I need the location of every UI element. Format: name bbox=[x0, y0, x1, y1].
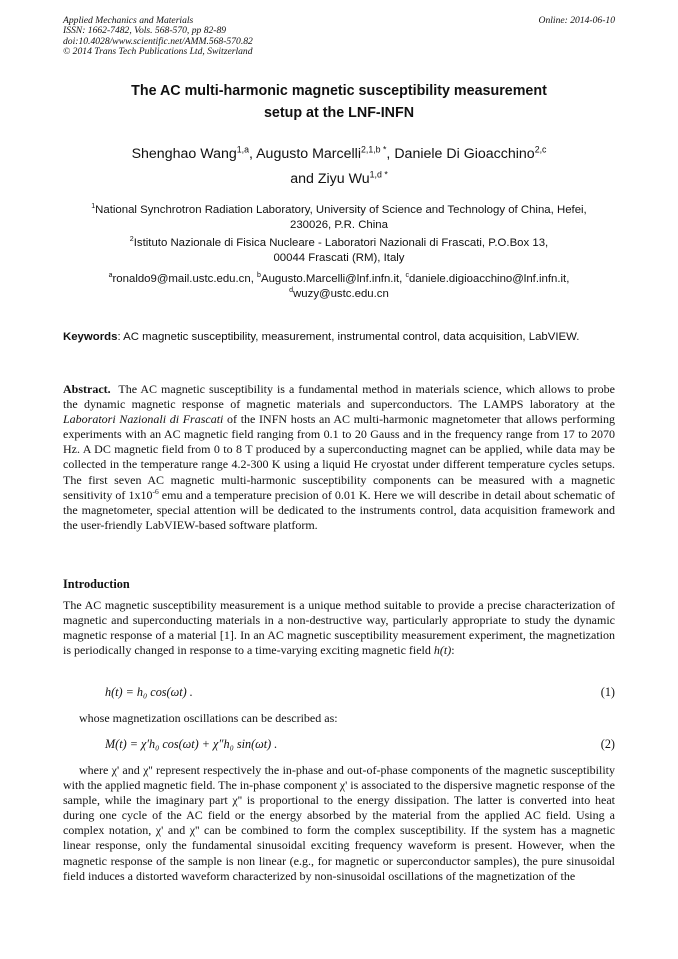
journal-name: Applied Mechanics and Materials bbox=[63, 15, 194, 26]
email-link[interactable]: wuzy@ustc.edu.cn bbox=[293, 288, 389, 300]
equation-number: (1) bbox=[600, 685, 615, 699]
keywords-label: Keywords bbox=[63, 331, 118, 343]
journal-issn: ISSN: 1662-7482, Vols. 568-570, pp 82-89 bbox=[63, 25, 227, 37]
author-sup: 1,d * bbox=[369, 169, 388, 180]
abstract-label: Abstract. bbox=[63, 382, 111, 396]
affiliation-1: $^1$National Synchrotron Radiation Laboratory, University of Science and Technology of China, Hefei, 230026, P.R. China bbox=[91, 203, 587, 231]
journal-header bbox=[63, 16, 615, 58]
email-link[interactable]: daniele.digioacchino@lnf.infn.it, bbox=[409, 273, 570, 285]
section-heading: Introduction bbox=[63, 577, 130, 591]
affiliation-2: $^2$Istituto Nazionale di Fisica Nucleare - Laboratori Nazionali di Frascati, P.O.Box 13, 00044 Frascati (RM), Italy bbox=[129, 236, 549, 264]
author-name: Augusto Marcelli bbox=[256, 146, 361, 162]
keywords-text: : AC magnetic susceptibility, measurement, instrumental control, data acquisition, LabVIEW. bbox=[117, 331, 580, 343]
journal-copyright: © 2014 Trans Tech Publications Ltd, Switzerland bbox=[63, 46, 253, 58]
equation-number: (2) bbox=[600, 737, 615, 751]
author-name: Shenghao Wang bbox=[131, 146, 237, 162]
author-sup: 1,a bbox=[236, 144, 249, 155]
journal-doi: doi:10.4028/www.scientific.net/AMM.568-570.82 bbox=[63, 35, 253, 47]
title-line-2: setup at the LNF-INFN bbox=[263, 105, 415, 121]
paper-title bbox=[60, 80, 618, 124]
equation-1 bbox=[63, 685, 615, 701]
email-link[interactable]: Augusto.Marcelli@lnf.infn.it, bbox=[260, 273, 406, 285]
equation-expression: h(t) = h₀ cos(ωt) . bbox=[105, 685, 193, 699]
abstract: Abstract. The AC magnetic susceptibility is a fundamental method in materials science, which allows to probe the dynamic magnetic response of magnetic materials and superconductors. The LAMPS laboratory at the Laboratori Nazionali di Frascati of the INFN hosts an AC multi-harmonic magnetometer that allows performing experiments with an AC magnetic field ranging from 0.1 to 20 Gauss and in the frequency range from 17 to 2070 Hz. A DC magnetic field from 0 to 8 T produced by a superconducting magnet can be applied, while data may be collected in the temperature range 4.2-300 K using a liquid He cryostat under different temperature cycles setups. The first seven AC magnetic multi-harmonic susceptibility components can be measured with a magnetic sensitivity of $1x10^{-6}$ emu and a temperature precision of 0.01 K. Here we will describe in detail about schematic of the magnetometer, special attention will be dedicated to the instruments control, data acquisition framework and the user-friendly LabVIEW-based software platform. bbox=[63, 382, 615, 532]
author-emails: $^a$ronaldo9@mail.ustc.edu.cn, $^b$Augusto.Marcelli@lnf.infn.it, $^c$daniele.digioacchino@lnf.infn.it, $^d$wuzy@ustc.edu.cn bbox=[108, 272, 570, 300]
author-name: Daniele Di Gioacchino bbox=[394, 146, 535, 162]
author-sup: 2,1,b * bbox=[360, 144, 387, 155]
equation-expression: M(t) = χ′h₀ cos(ωt) + χ″h₀ sin(ωt) . bbox=[105, 737, 278, 751]
title-line-1: The AC multi-harmonic magnetic susceptibility measurement bbox=[131, 83, 547, 99]
intro-paragraph-2: whose magnetization oscillations can be described as: bbox=[79, 711, 338, 725]
author-list bbox=[60, 142, 618, 192]
author-name: Ziyu Wu bbox=[317, 171, 370, 187]
author-sup: 2,c bbox=[534, 144, 547, 155]
author-line-2: and Ziyu $Wu^{1,d *}$ bbox=[290, 169, 388, 187]
equation-2 bbox=[63, 737, 615, 753]
intro-paragraph-3: where χ' and χ'' represent respectively the in-phase and out-of-phase components of the magnetic susceptibility with the applied magnetic field. The in-phase component χ' is associated to the dispersive magnetic response of the sample, while the imaginary part χ'' is proportional to the energy dissipation. The latter is converted into heat during one cycle of the AC field or the energy absorbed by the material from the applied AC field. Using a complex notation, χ' and χ'' can be combined to form the complex susceptibility. If the system has a magnetic linear response, only the fundamental sinusoidal exciting frequency waveform is present. However, when the magnetic response of the sample is non linear (e.g., for magnetic or superconductor samples), the pure sinusoidal field induces a distorted waveform characterized by non-sinusoidal oscillations of the magnetization of the bbox=[63, 763, 615, 883]
email-link[interactable]: ronaldo9@mail.ustc.edu.cn, bbox=[112, 273, 258, 285]
author-line-1: Shenghao Wang$^{1,a}$, Augusto Marcelli$^{2,1,b *}$, Daniele Di Gioacchino$^{2,c}$ bbox=[131, 144, 547, 162]
online-date: Online: 2014-06-10 bbox=[538, 15, 615, 26]
keywords bbox=[63, 330, 615, 345]
intro-paragraph-1: The AC magnetic susceptibility measurement is a unique method suitable to provide a precise characterization of magnetic and superconducting materials in a non-destructive way, particularly appropriate to study the dynamic magnetic response of a material [1]. In an AC magnetic susceptibility measurement experiment, the magnetization is periodically changed in response to a time-varying exciting magnetic field h(t): bbox=[63, 598, 615, 658]
